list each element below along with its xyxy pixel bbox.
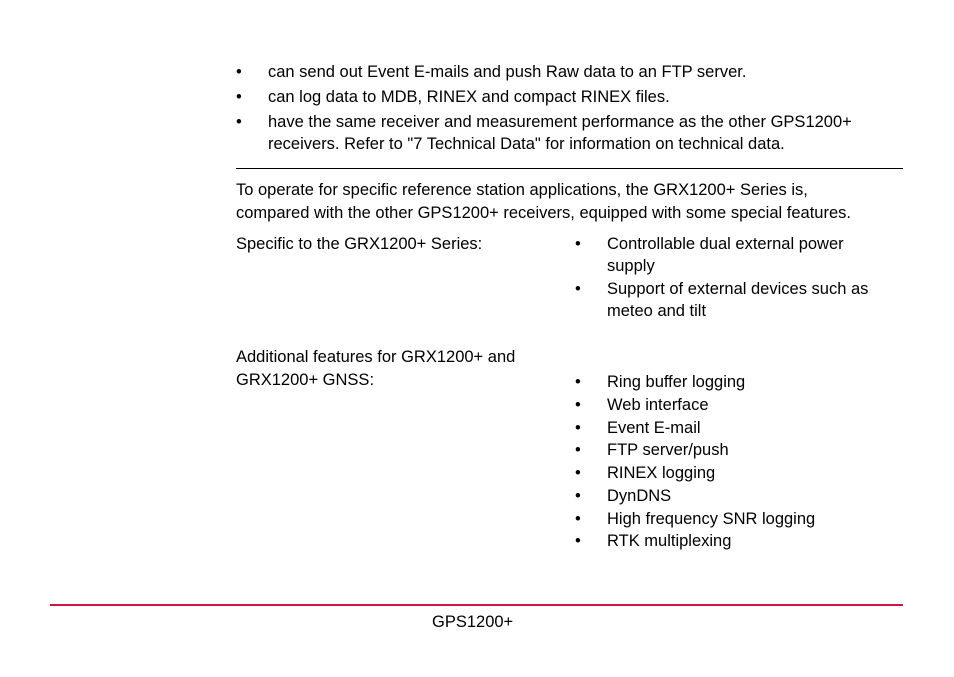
list-item-text-continued: meteo and tilt — [607, 302, 707, 320]
bullet-glyph: • — [575, 373, 581, 391]
bullet-glyph: • — [575, 235, 581, 253]
list-item-text: can log data to MDB, RINEX and compact RINEX files. — [268, 88, 670, 106]
bullet-glyph: • — [575, 441, 581, 459]
intro-line: To operate for specific reference station applications, the GRX1200+ Series is, — [236, 181, 808, 199]
bullet-glyph: • — [575, 464, 581, 482]
specific-label: Specific to the GRX1200+ Series: — [236, 235, 483, 253]
list-item-text: Ring buffer logging — [607, 373, 746, 391]
bullet-glyph: • — [575, 487, 581, 505]
additional-label-line: GRX1200+ GNSS: — [236, 371, 375, 389]
bullet-glyph: • — [236, 63, 242, 81]
bullet-glyph: • — [575, 510, 581, 528]
footer-rule — [50, 604, 903, 606]
list-item-text: can send out Event E-mails and push Raw data to an FTP server. — [268, 63, 747, 81]
bullet-glyph: • — [236, 88, 242, 106]
list-item-text: Controllable dual external power — [607, 235, 844, 253]
bullet-glyph: • — [575, 396, 581, 414]
list-item-text: DynDNS — [607, 487, 672, 505]
list-item-text: FTP server/push — [607, 441, 729, 459]
bullet-glyph: • — [575, 280, 581, 298]
section-divider — [236, 168, 903, 169]
bullet-glyph: • — [575, 532, 581, 550]
bullet-glyph: • — [236, 113, 242, 131]
list-item-text-continued: supply — [607, 257, 655, 275]
list-item-text: High frequency SNR logging — [607, 510, 816, 528]
intro-line: compared with the other GPS1200+ receivers, equipped with some special features. — [236, 204, 851, 222]
additional-label-line: Additional features for GRX1200+ and — [236, 348, 516, 366]
list-item-text: RTK multiplexing — [607, 532, 732, 550]
bullet-glyph: • — [575, 419, 581, 437]
list-item-text-continued: receivers. Refer to "7 Technical Data" for information on technical data. — [268, 135, 785, 153]
additional-label — [236, 346, 515, 392]
list-item-text: Support of external devices such as — [607, 280, 869, 298]
list-item-text: have the same receiver and measurement performance as the other GPS1200+ — [268, 113, 852, 131]
list-item-text: Web interface — [607, 396, 709, 414]
list-item-text: RINEX logging — [607, 464, 716, 482]
intro-paragraph — [236, 179, 851, 225]
footer-title: GPS1200+ — [432, 613, 514, 631]
list-item-text: Event E-mail — [607, 419, 701, 437]
